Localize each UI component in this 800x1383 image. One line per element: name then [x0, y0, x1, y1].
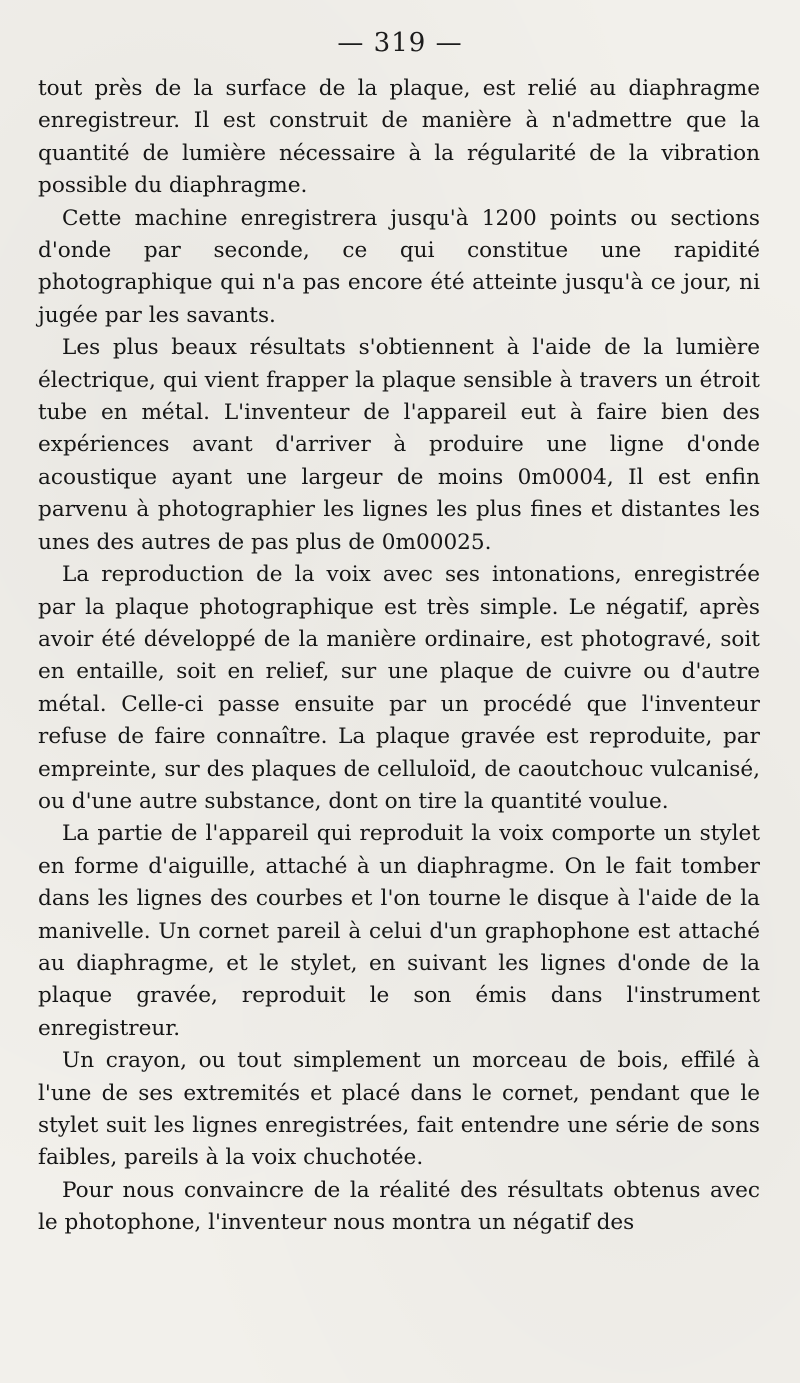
paragraph-7: Pour nous convaincre de la réalité des résultats obtenus avec le photophone, l'inventeur nous montra un négatif des	[38, 1177, 760, 1236]
paragraph-2: Cette machine enregistrera jusqu'à 1200 points ou sections d'onde par seconde, ce qui constitue une rapidité photographique qui n'a pas encore été atteinte jusqu'à ce jour, ni jugée par les savants.	[38, 205, 760, 328]
paragraph-3: Les plus beaux résultats s'obtiennent à l'aide de la lumière électrique, qui vient frapper la plaque sensible à travers un étroit tube en métal. L'inventeur de l'appareil eut à faire bien des expériences avant d'arriver à produire une ligne d'onde acoustique ayant une largeur de moins 0m0004, Il est enfin parvenu à photographier les lignes les plus fines et distantes les unes des autres de pas plus de 0m00025.	[38, 335, 760, 555]
page-number: — 319 —	[337, 28, 463, 58]
body-text	[38, 73, 760, 1240]
paragraph-1: tout près de la surface de la plaque, est relié au diaphragme enregistreur. Il est construit de manière à n'admettre que la quantité de lumière nécessaire à la régularité de la vibration possible du diaphragme.	[38, 76, 760, 199]
paragraph-6: Un crayon, ou tout simplement un morceau de bois, effilé à l'une de ses extremités et placé dans le cornet, pendant que le stylet suit les lignes enregistrées, fait entendre une série de sons faibles, pareils à la voix chuchotée.	[38, 1048, 760, 1171]
paragraph-5: La partie de l'appareil qui reproduit la voix comporte un stylet en forme d'aiguille, attaché à un diaphragme. On le fait tomber dans les lignes des courbes et l'on tourne le disque à l'aide de la manivelle. Un cornet pareil à celui d'un graphophone est attaché au diaphragme, et le stylet, en suivant les lignes d'onde de la plaque gravée, reproduit le son émis dans l'instrument enregistreur.	[38, 821, 760, 1041]
paragraph-4: La reproduction de la voix avec ses intonations, enregistrée par la plaque photographique est très simple. Le négatif, après avoir été développé de la manière ordinaire, est photogravé, soit en entaille, soit en relief, sur une plaque de cuivre ou d'autre métal. Celle-ci passe ensuite par un procédé que l'inventeur refuse de faire connaître. La plaque gravée est reproduite, par empreinte, sur des plaques de celluloïd, de caoutchouc vulcanisé, ou d'une autre substance, dont on tire la quantité voulue.	[38, 562, 760, 814]
